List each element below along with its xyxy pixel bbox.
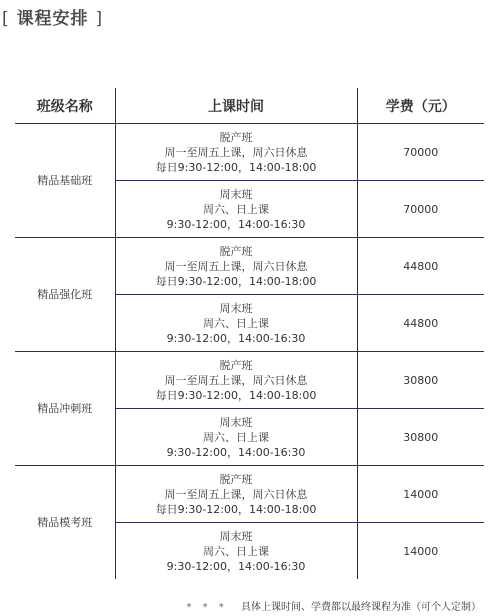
session-hours: 每日9:30-12:00，14:00-18:00	[155, 274, 317, 288]
session-time-cell	[115, 466, 357, 523]
session-fee: 44800	[357, 238, 484, 295]
session-time-cell	[115, 352, 357, 409]
footer-note-text: 具体上课时间、学费都以最终课程为准（可个人定制）	[241, 602, 481, 613]
session-days: 周一至周五上课，周六日休息	[164, 145, 308, 159]
title-bracket-close: ]	[95, 9, 104, 29]
table-row	[15, 124, 484, 181]
header-tuition: 学费（元）	[357, 88, 484, 124]
session-hours: 9:30-12:00，14:00-16:30	[166, 445, 306, 459]
footer-stars: * * *	[186, 602, 228, 613]
session-fee: 14000	[403, 544, 439, 558]
header-row	[15, 88, 484, 124]
session-time-cell	[115, 238, 357, 295]
session-fee: 30800	[357, 352, 484, 409]
session-time-cell	[115, 409, 357, 466]
session-hours: 9:30-12:00，14:00-16:30	[166, 331, 306, 345]
title-text: 课程安排	[16, 9, 89, 29]
course-name: 精品模考班	[37, 516, 93, 529]
course-name: 精品强化班	[15, 238, 115, 352]
session-days: 周六、日上课	[203, 316, 269, 330]
session-hours: 每日9:30-12:00，14:00-18:00	[155, 502, 317, 516]
session-type: 周末班	[219, 529, 253, 543]
session-days: 周一至周五上课，周六日休息	[164, 259, 308, 273]
session-fee: 30800	[357, 409, 484, 466]
session-days: 周六、日上课	[203, 544, 269, 558]
session-type: 周末班	[219, 301, 253, 315]
session-days: 周一至周五上课，周六日休息	[164, 373, 308, 387]
session-time-cell	[115, 181, 357, 238]
session-hours: 每日9:30-12:00，14:00-18:00	[155, 160, 317, 174]
footer-note	[186, 598, 481, 613]
session-type: 脱产班	[219, 472, 253, 486]
session-time-cell	[115, 523, 357, 580]
session-days: 周六、日上课	[203, 202, 269, 216]
session-type: 脱产班	[219, 130, 253, 144]
table-row	[15, 466, 484, 523]
course-name: 精品基础班	[15, 124, 115, 238]
session-type: 脱产班	[219, 244, 253, 258]
course-schedule-table	[15, 88, 484, 579]
session-time-cell	[115, 295, 357, 352]
table-row	[15, 238, 484, 295]
session-hours: 9:30-12:00，14:00-16:30	[166, 559, 306, 573]
course-name: 精品冲刺班	[15, 352, 115, 466]
session-type: 脱产班	[219, 358, 253, 372]
session-days: 周一至周五上课，周六日休息	[164, 487, 308, 501]
session-fee: 70000	[357, 124, 484, 181]
session-fee: 70000	[357, 181, 484, 238]
page-title	[2, 4, 103, 29]
session-time-cell	[115, 124, 357, 181]
session-fee: 14000	[357, 466, 484, 523]
title-bracket-open: [	[2, 9, 10, 29]
header-class-time: 上课时间	[115, 88, 357, 124]
session-hours: 每日9:30-12:00，14:00-18:00	[155, 388, 317, 402]
session-type: 周末班	[219, 187, 253, 201]
session-type: 周末班	[219, 415, 253, 429]
table-row	[15, 352, 484, 409]
session-hours: 9:30-12:00，14:00-16:30	[166, 217, 306, 231]
session-days: 周六、日上课	[203, 430, 269, 444]
header-class-name: 班级名称	[15, 88, 115, 124]
session-fee: 44800	[357, 295, 484, 352]
